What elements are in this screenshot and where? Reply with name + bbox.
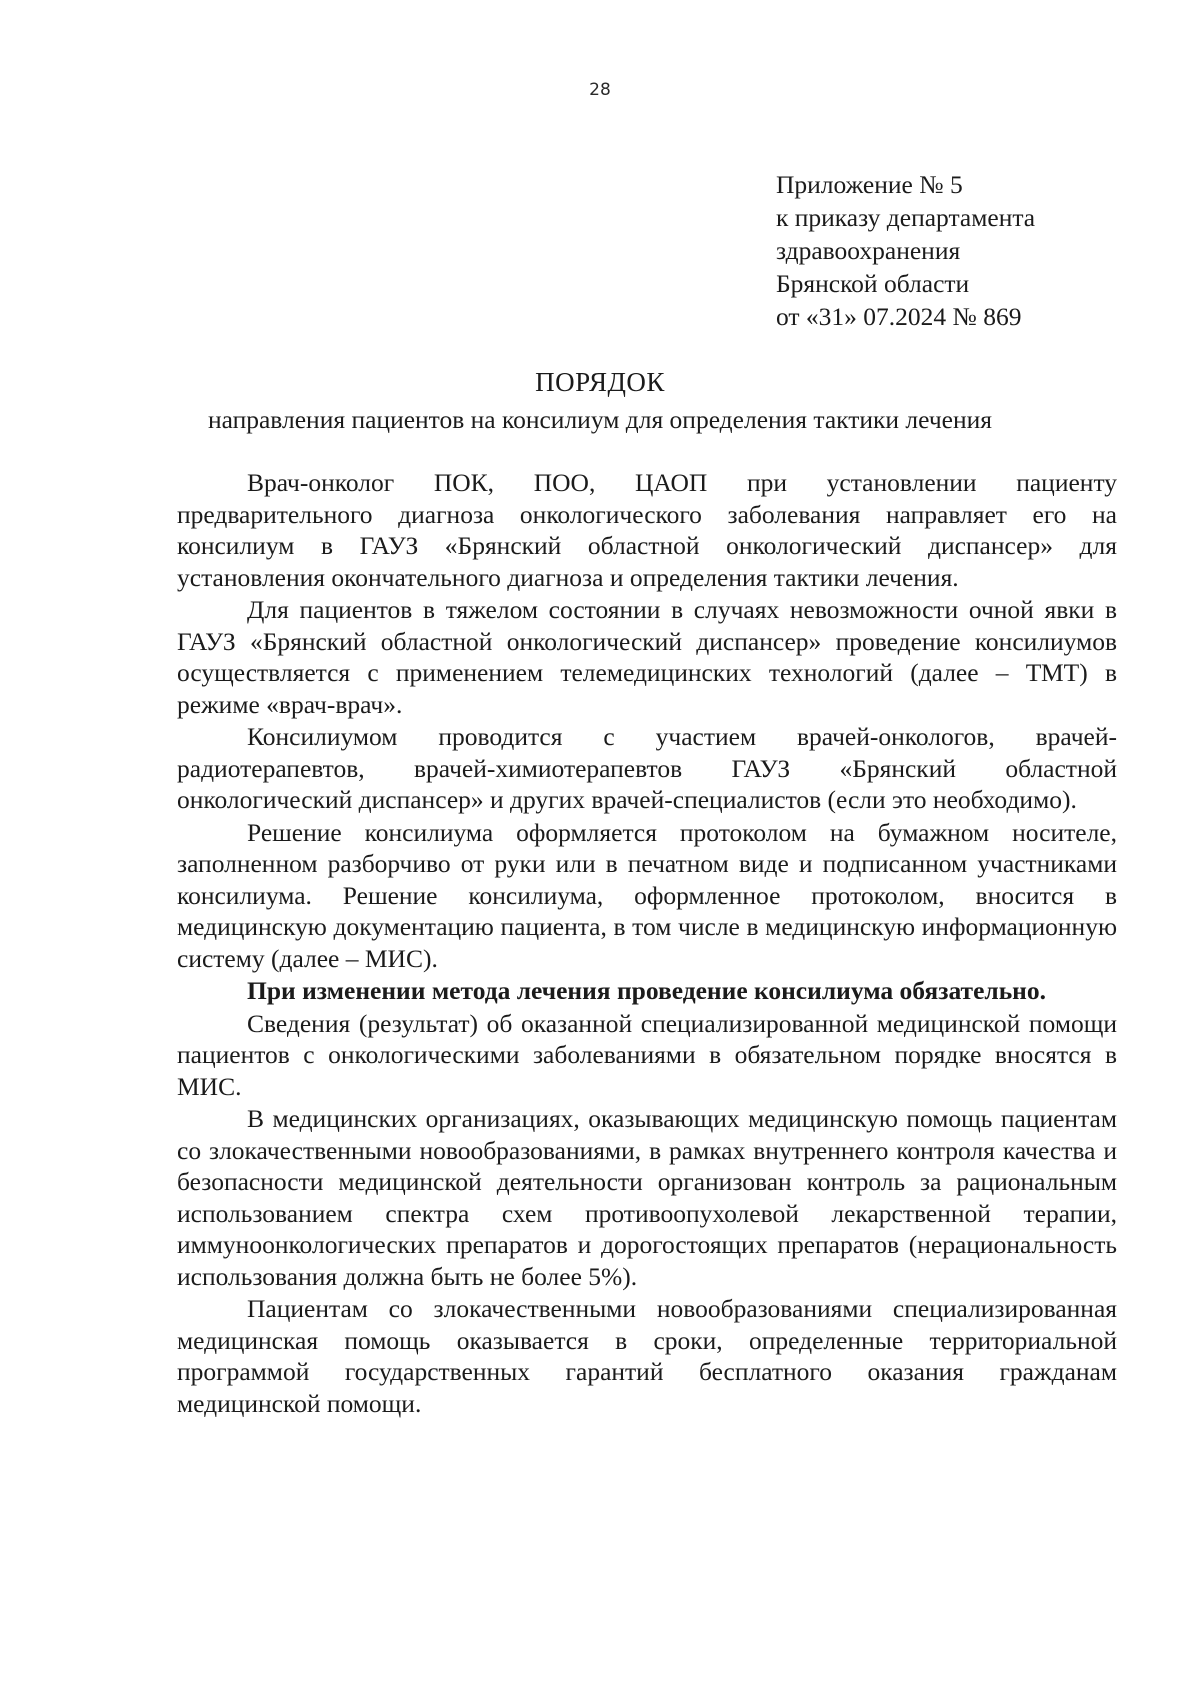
appendix-line: здравоохранения — [776, 236, 961, 265]
paragraph: Консилиумом проводится с участием врачей-онкологов, врачей-радиотерапевтов, врачей-химиотерапевтов ГАУЗ «Брянский областной онкологический диспансер» и других врачей-специалистов (если это необходимо). — [177, 722, 1117, 814]
appendix-line: Брянской области — [776, 269, 970, 298]
appendix-line: Приложение № 5 — [776, 170, 963, 199]
document-title: ПОРЯДОК — [535, 367, 665, 397]
paragraph: Врач-онколог ПОК, ПОО, ЦАОП при установлении пациенту предварительного диагноза онкологического заболевания направляет его на консилиум в ГАУЗ «Брянский областной онкологический диспансер» для установления окончательного диагноза и определения тактики лечения. — [177, 468, 1117, 592]
document-subtitle: направления пациентов на консилиум для определения тактики лечения — [207, 405, 993, 434]
paragraph: В медицинских организациях, оказывающих медицинскую помощь пациентам со злокачественными новообразованиями, в рамках внутреннего контроля качества и безопасности медицинской деятельности организован контроль за рациональным использованием спектра схем противоопухолевой лекарственной терапии, иммуноонкологических препаратов и дорогостоящих препаратов (нерациональность использования должна быть не более 5%). — [177, 1104, 1117, 1291]
page-number: 28 — [589, 80, 611, 100]
paragraph: Пациентам со злокачественными новообразованиями специализированная медицинская помощь оказывается в сроки, определенные территориальной программой государственных гарантий бесплатного оказания гражданам медицинской помощи. — [177, 1294, 1117, 1418]
document-body — [177, 467, 1117, 1420]
paragraph: Для пациентов в тяжелом состоянии в случаях невозможности очной явки в ГАУЗ «Брянский областной онкологический диспансер» проведение консилиумов осуществляется с применением телемедицинских технологий (далее – ТМТ) в режиме «врач-врач». — [177, 595, 1117, 719]
paragraph: Сведения (результат) об оказанной специализированной медицинской помощи пациентов с онкологическими заболеваниями в обязательном порядке вносятся в МИС. — [177, 1008, 1117, 1101]
bold-paragraph: При изменении метода лечения проведение консилиума обязательно. — [247, 976, 1047, 1005]
appendix-line: от «31» 07.2024 № 869 — [776, 302, 1022, 331]
appendix-header — [776, 168, 1035, 333]
appendix-line: к приказу департамента — [776, 203, 1036, 232]
paragraph: Решение консилиума оформляется протоколом на бумажном носителе, заполненном разборчиво от руки или в печатном виде и подписанном участниками консилиума. Решение консилиума, оформленное протоколом, вносится в медицинскую документацию пациента, в том числе в медицинскую информационную систему (далее – МИС). — [177, 817, 1117, 973]
